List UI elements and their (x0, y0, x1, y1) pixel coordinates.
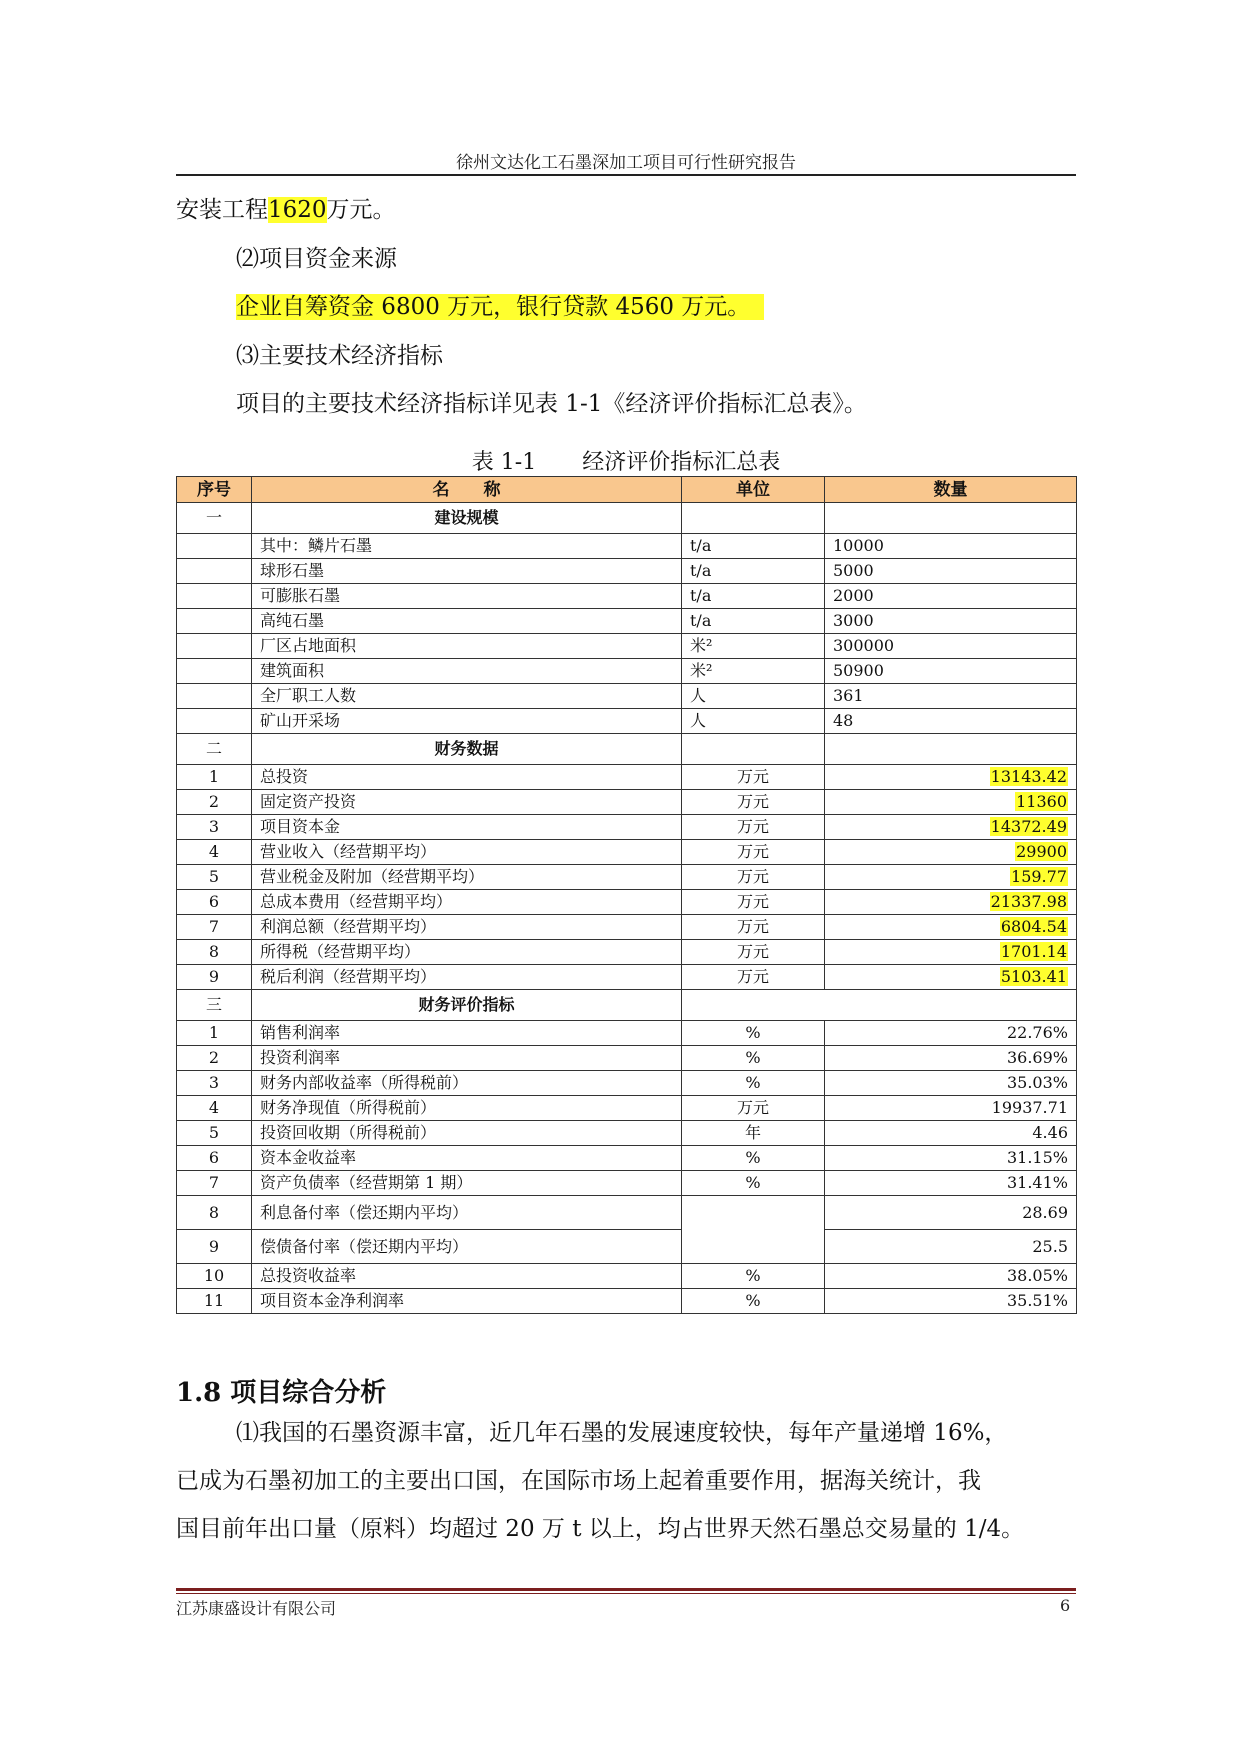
intro-line-1-amount: 1620 (268, 197, 327, 223)
header-name: 名 称 (252, 477, 682, 503)
section-seq: 三 (177, 990, 252, 1021)
intro-line-3-text: 企业自筹资金 6800 万元，银行贷款 4560 万元。 (236, 294, 764, 320)
row-seq: 4 (177, 1096, 252, 1121)
row-value (825, 815, 1077, 840)
row-seq (177, 534, 252, 559)
empty-cell (825, 503, 1077, 534)
header-unit: 单位 (682, 477, 825, 503)
row-value: 3000 (825, 609, 1077, 634)
table-row (177, 890, 1077, 915)
row-unit: t/a (682, 609, 825, 634)
row-name: 球形石墨 (252, 559, 682, 584)
highlighted-value: 6804.54 (1000, 917, 1067, 936)
row-seq (177, 659, 252, 684)
row-name: 项目资本金 (252, 815, 682, 840)
section-paragraph-line-2: 已成为石墨初加工的主要出口国，在国际市场上起着重要作用，据海关统计，我 (176, 1468, 981, 1494)
section-paragraph-line-1: ⑴我国的石墨资源丰富，近几年石墨的发展速度较快，每年产量递增 16%， (236, 1420, 1008, 1446)
header-rule (176, 174, 1076, 176)
section-seq: 一 (177, 503, 252, 534)
row-seq (177, 559, 252, 584)
row-name: 利润总额（经营期平均） (252, 915, 682, 940)
row-name: 矿山开采场 (252, 709, 682, 734)
row-unit: % (682, 1146, 825, 1171)
row-value (825, 965, 1077, 990)
row-name: 投资回收期（所得税前） (252, 1121, 682, 1146)
row-seq: 9 (177, 965, 252, 990)
row-value (825, 790, 1077, 815)
table-row (177, 915, 1077, 940)
row-name: 建筑面积 (252, 659, 682, 684)
table-row (177, 584, 1077, 609)
row-name: 财务内部收益率（所得税前） (252, 1071, 682, 1096)
footer-rule-thin (176, 1593, 1076, 1594)
row-value: 300000 (825, 634, 1077, 659)
table-row (177, 1146, 1077, 1171)
empty-cell (825, 734, 1077, 765)
row-unit: % (682, 1021, 825, 1046)
table-row (177, 709, 1077, 734)
table-header-row (177, 477, 1077, 503)
section-paragraph-line-3: 国目前年出口量（原料）均超过 20 万 t 以上，均占世界天然石墨总交易量的 1/4。 (176, 1516, 1025, 1542)
row-seq: 6 (177, 890, 252, 915)
row-value: 31.41% (825, 1171, 1077, 1196)
indicator-table (176, 476, 1077, 1314)
row-seq: 6 (177, 1146, 252, 1171)
row-seq: 9 (177, 1230, 252, 1264)
table-row (177, 790, 1077, 815)
row-value (825, 765, 1077, 790)
empty-cell (682, 503, 825, 534)
row-value: 361 (825, 684, 1077, 709)
row-unit: % (682, 1264, 825, 1289)
row-name: 总投资收益率 (252, 1264, 682, 1289)
section-heading: 1.8 项目综合分析 (176, 1378, 387, 1408)
row-value: 35.03% (825, 1071, 1077, 1096)
row-unit: % (682, 1046, 825, 1071)
row-seq: 7 (177, 1171, 252, 1196)
row-name: 销售利润率 (252, 1021, 682, 1046)
table-row (177, 1046, 1077, 1071)
intro-line-5: 项目的主要技术经济指标详见表 1-1《经济评价指标汇总表》。 (236, 391, 867, 417)
row-value: 28.69 (825, 1196, 1077, 1230)
row-value: 22.76% (825, 1021, 1077, 1046)
row-value: 35.51% (825, 1289, 1077, 1314)
row-name: 总成本费用（经营期平均） (252, 890, 682, 915)
row-seq (177, 609, 252, 634)
intro-line-3 (236, 292, 764, 322)
table-caption-number: 表 1-1 (471, 450, 537, 475)
row-value: 48 (825, 709, 1077, 734)
row-unit: 万元 (682, 915, 825, 940)
row-unit: 万元 (682, 840, 825, 865)
row-unit: 万元 (682, 790, 825, 815)
row-name: 投资利润率 (252, 1046, 682, 1071)
row-value (825, 890, 1077, 915)
row-unit: 米² (682, 659, 825, 684)
row-name: 税后利润（经营期平均） (252, 965, 682, 990)
row-unit: 万元 (682, 1096, 825, 1121)
row-name: 高纯石墨 (252, 609, 682, 634)
row-name: 偿债备付率（偿还期内平均） (252, 1230, 682, 1264)
highlighted-value: 11360 (1016, 792, 1067, 811)
row-unit: 万元 (682, 765, 825, 790)
empty-cell (682, 990, 1077, 1021)
row-unit: 米² (682, 634, 825, 659)
table-caption (176, 445, 1076, 476)
table-row (177, 1171, 1077, 1196)
table-row (177, 534, 1077, 559)
row-seq: 5 (177, 865, 252, 890)
row-seq: 2 (177, 790, 252, 815)
table-caption-title: 经济评价指标汇总表 (582, 450, 781, 475)
row-seq: 4 (177, 840, 252, 865)
row-value (825, 840, 1077, 865)
merged-unit-cell (682, 1196, 825, 1264)
row-unit: % (682, 1289, 825, 1314)
table-row (177, 865, 1077, 890)
row-seq: 7 (177, 915, 252, 940)
highlighted-value: 14372.49 (990, 817, 1067, 836)
row-name: 营业收入（经营期平均） (252, 840, 682, 865)
row-name: 利息备付率（偿还期内平均） (252, 1196, 682, 1230)
header-value: 数量 (825, 477, 1077, 503)
row-seq: 2 (177, 1046, 252, 1071)
highlighted-value: 29900 (1016, 842, 1067, 861)
row-seq (177, 684, 252, 709)
row-seq: 8 (177, 940, 252, 965)
row-seq: 3 (177, 1071, 252, 1096)
table-row (177, 940, 1077, 965)
row-seq: 11 (177, 1289, 252, 1314)
row-value: 10000 (825, 534, 1077, 559)
table-row (177, 815, 1077, 840)
row-seq: 1 (177, 1021, 252, 1046)
row-name: 所得税（经营期平均） (252, 940, 682, 965)
row-unit: 万元 (682, 865, 825, 890)
row-unit: % (682, 1071, 825, 1096)
highlighted-value: 21337.98 (990, 892, 1067, 911)
table-row (177, 840, 1077, 865)
row-value: 4.46 (825, 1121, 1077, 1146)
section-title: 财务数据 (252, 734, 682, 765)
row-unit: t/a (682, 534, 825, 559)
row-unit: 万元 (682, 890, 825, 915)
highlighted-value: 1701.14 (1000, 942, 1067, 961)
table-row (177, 559, 1077, 584)
row-name: 营业税金及附加（经营期平均） (252, 865, 682, 890)
table-row (177, 1230, 1077, 1264)
row-value (825, 865, 1077, 890)
row-unit: 人 (682, 684, 825, 709)
table-row (177, 634, 1077, 659)
row-value: 38.05% (825, 1264, 1077, 1289)
row-unit: 万元 (682, 815, 825, 840)
table-row (177, 765, 1077, 790)
intro-line-2: ⑵项目资金来源 (236, 246, 397, 272)
row-seq: 3 (177, 815, 252, 840)
row-value: 36.69% (825, 1046, 1077, 1071)
highlighted-value: 13143.42 (990, 767, 1067, 786)
row-seq: 5 (177, 1121, 252, 1146)
row-seq: 10 (177, 1264, 252, 1289)
row-unit: t/a (682, 559, 825, 584)
row-name: 可膨胀石墨 (252, 584, 682, 609)
highlighted-value: 5103.41 (1000, 967, 1067, 986)
table-row (177, 1021, 1077, 1046)
footer-rule (176, 1588, 1076, 1591)
section-row-1 (177, 503, 1077, 534)
row-unit: t/a (682, 584, 825, 609)
row-unit: 人 (682, 709, 825, 734)
footer-page-number: 6 (1060, 1596, 1071, 1615)
row-name: 固定资产投资 (252, 790, 682, 815)
section-row-3 (177, 990, 1077, 1021)
row-seq (177, 709, 252, 734)
table-row (177, 1289, 1077, 1314)
row-unit: 万元 (682, 940, 825, 965)
row-name: 厂区占地面积 (252, 634, 682, 659)
row-seq (177, 634, 252, 659)
section-seq: 二 (177, 734, 252, 765)
row-value: 19937.71 (825, 1096, 1077, 1121)
row-value: 25.5 (825, 1230, 1077, 1264)
header-seq: 序号 (177, 477, 252, 503)
intro-line-1-post: 万元。 (326, 197, 396, 223)
row-name: 项目资本金净利润率 (252, 1289, 682, 1314)
table-row (177, 1196, 1077, 1230)
row-name: 财务净现值（所得税前） (252, 1096, 682, 1121)
table-row (177, 659, 1077, 684)
row-name: 资产负债率（经营期第 1 期） (252, 1171, 682, 1196)
row-seq (177, 584, 252, 609)
table-row (177, 1121, 1077, 1146)
row-value (825, 940, 1077, 965)
row-value: 2000 (825, 584, 1077, 609)
row-value (825, 915, 1077, 940)
intro-line-4: ⑶主要技术经济指标 (236, 343, 443, 369)
highlighted-value: 159.77 (1011, 867, 1067, 886)
row-name: 资本金收益率 (252, 1146, 682, 1171)
intro-line-1 (176, 195, 396, 225)
row-value: 50900 (825, 659, 1077, 684)
row-name: 总投资 (252, 765, 682, 790)
row-value: 5000 (825, 559, 1077, 584)
table-row (177, 684, 1077, 709)
table-row (177, 609, 1077, 634)
row-unit: 年 (682, 1121, 825, 1146)
table-row (177, 1096, 1077, 1121)
section-row-2 (177, 734, 1077, 765)
row-unit: % (682, 1171, 825, 1196)
row-name: 其中：鳞片石墨 (252, 534, 682, 559)
page-header-title: 徐州文达化工石墨深加工项目可行性研究报告 (456, 153, 796, 173)
empty-cell (682, 734, 825, 765)
row-name: 全厂职工人数 (252, 684, 682, 709)
row-seq: 8 (177, 1196, 252, 1230)
intro-line-1-pre: 安装工程 (176, 197, 268, 223)
table-row (177, 1071, 1077, 1096)
row-unit: 万元 (682, 965, 825, 990)
table-row (177, 965, 1077, 990)
section-title: 财务评价指标 (252, 990, 682, 1021)
footer-company: 江苏康盛设计有限公司 (176, 1599, 337, 1618)
row-seq: 1 (177, 765, 252, 790)
table-row (177, 1264, 1077, 1289)
section-title: 建设规模 (252, 503, 682, 534)
row-value: 31.15% (825, 1146, 1077, 1171)
